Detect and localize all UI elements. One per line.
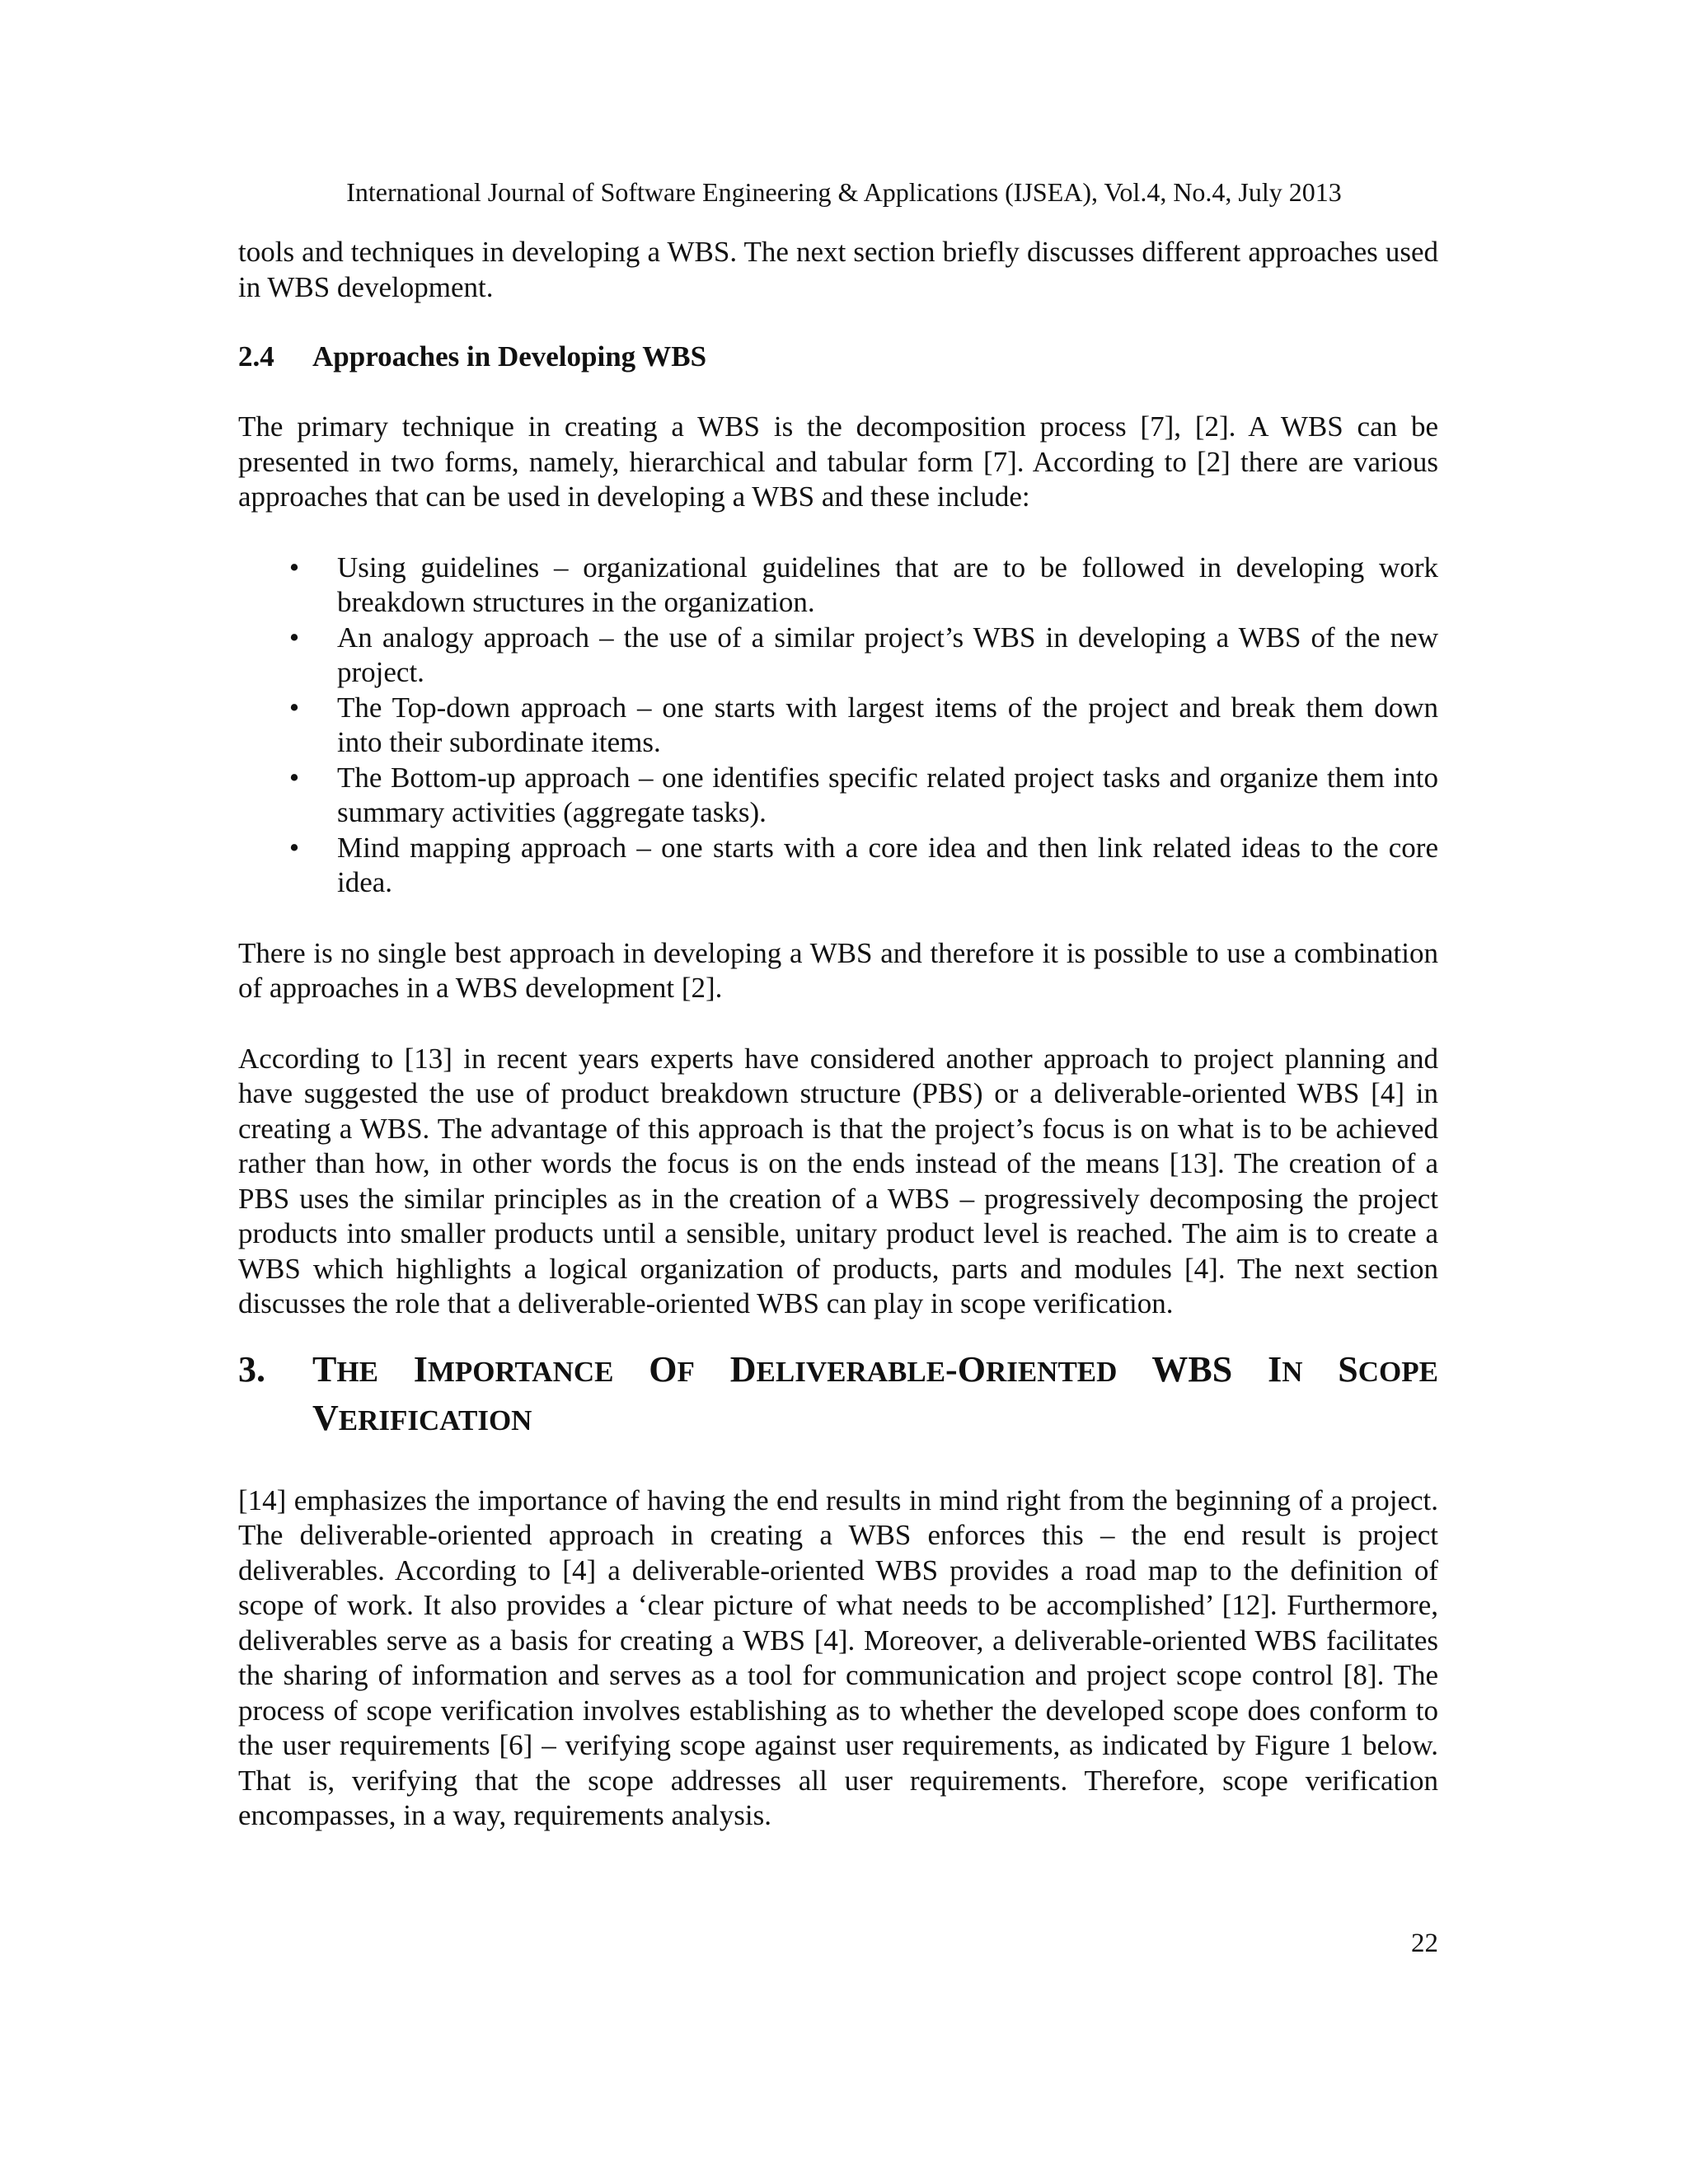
page-number: 22	[1411, 1929, 1438, 1958]
section-2-4-title: Approaches in Developing WBS	[312, 340, 707, 373]
section-2-4-paragraph-1: The primary technique in creating a WBS is the decomposition process [7], [2]. A WBS can be presented in two forms, namely, hierarchical and tabular form [7]. According to [2] there are various approaches that can be used in developing a WBS and these include:	[238, 410, 1438, 513]
section-2-4-paragraph-3: According to [13] in recent years experts have considered another approach to project planning and have suggested the use of product breakdown structure (PBS) or a deliverable-oriented WBS [4] in creating a WBS. The advantage of this approach is that the project’s focus is on what is to be achieved rather than how, in other words the focus is on the ends instead of the means [13]. The creation of a PBS uses the similar principles as in the creation of a WBS – progressively decomposing the project products into smaller products until a sensible, unitary product level is reached. The aim is to create a WBS which highlights a logical organization of products, parts and modules [4]. The next section discusses the role that a deliverable-oriented WBS can play in scope verification.	[238, 1042, 1438, 1319]
list-item: • Using guidelines – organizational guidelines that are to be followed in developing work breakdown structures in the organization.	[238, 551, 1438, 621]
page-body	[238, 235, 1438, 1834]
approaches-list	[238, 551, 1438, 901]
section-2-4-heading	[238, 340, 1438, 374]
section-2-4-paragraph-2: There is no single best approach in developing a WBS and therefore it is possible to use a combination of approaches in a WBS development [2].	[238, 936, 1438, 1004]
bullet-icon: •	[288, 621, 300, 654]
section-2-4-number: 2.4	[238, 340, 274, 373]
bullet-icon: •	[288, 761, 300, 794]
running-head: International Journal of Software Engineering & Applications (IJSEA), Vol.4, No.4, July 2013	[346, 177, 1342, 207]
list-item: • The Bottom-up approach – one identifies specific related project tasks and organize them into summary activities (aggregate tasks).	[238, 761, 1438, 831]
list-item: • Mind mapping approach – one starts with a core idea and then link related ideas to the core idea.	[238, 831, 1438, 901]
bullet-icon: •	[288, 551, 300, 583]
bullet-icon: •	[288, 831, 300, 864]
section-3-number: 3.	[238, 1348, 265, 1390]
section-3-title: THE IMPORTANCE OF DELIVERABLE-ORIENTED WBS IN SCOPE VERIFICATION	[312, 1348, 1438, 1438]
list-item: • The Top-down approach – one starts with largest items of the project and break them down into their subordinate items.	[238, 691, 1438, 761]
intro-paragraph: tools and techniques in developing a WBS. The next section briefly discusses different approaches used in WBS development.	[238, 236, 1438, 303]
section-3-heading	[238, 1347, 1438, 1444]
list-item: • An analogy approach – the use of a similar project’s WBS in developing a WBS of the new project.	[238, 621, 1438, 691]
bullet-icon: •	[288, 691, 300, 724]
section-3-paragraph-1: [14] emphasizes the importance of having the end results in mind right from the beginning of a project. The deliverable-oriented approach in creating a WBS enforces this – the end result is project deliverables. According to [4] a deliverable-oriented WBS provides a road map to the definition of scope of work. It also provides a ‘clear picture of what needs to be accomplished’ [12]. Furthermore, deliverables serve as a basis for creating a WBS [4]. Moreover, a deliverable-oriented WBS facilitates the sharing of information and serves as a tool for communication and project scope control [8]. The process of scope verification involves establishing as to whether the developed scope does conform to the user requirements [6] – verifying scope against user requirements, as indicated by Figure 1 below. That is, verifying that the scope addresses all user requirements. Therefore, scope verification encompasses, in a way, requirements analysis.	[238, 1483, 1438, 1831]
